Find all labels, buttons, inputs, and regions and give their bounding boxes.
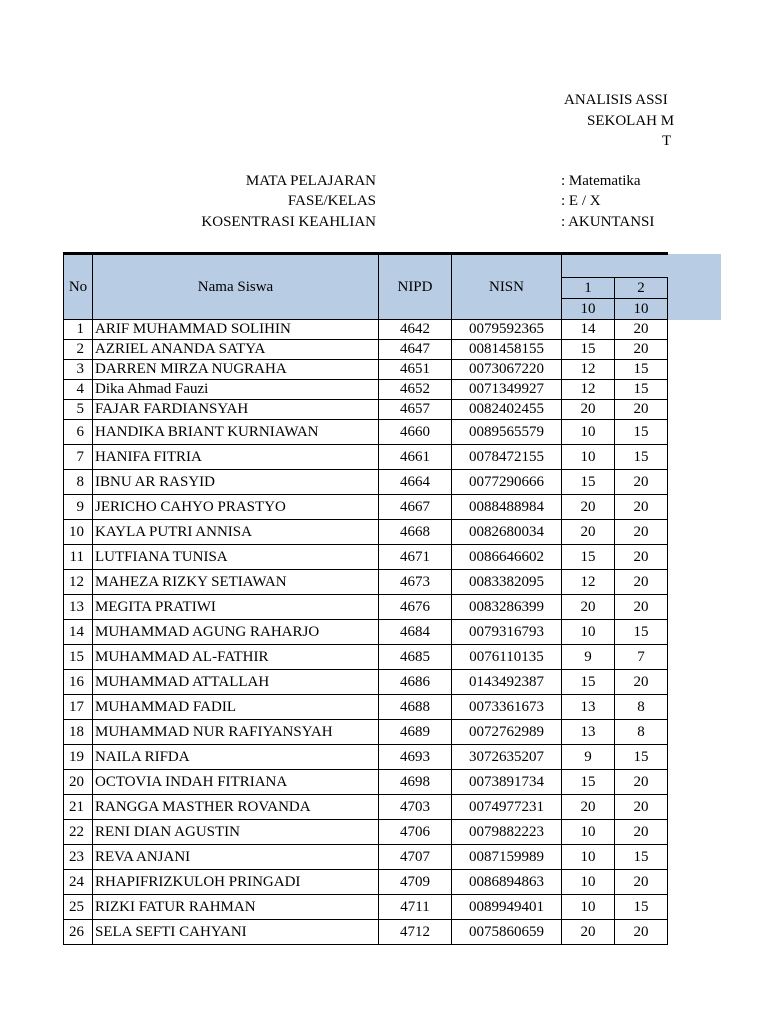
score-q1: 12 [562, 569, 615, 594]
student-nisn: 0086646602 [452, 544, 562, 569]
score-q1: 20 [562, 919, 615, 944]
row-number: 26 [64, 919, 93, 944]
score-q1: 13 [562, 719, 615, 744]
student-nisn: 0087159989 [452, 844, 562, 869]
score-q1: 12 [562, 359, 615, 379]
student-nipd: 4651 [379, 359, 452, 379]
score-q2: 8 [615, 694, 668, 719]
student-nipd: 4660 [379, 419, 452, 444]
student-nisn: 0072762989 [452, 719, 562, 744]
score-q2: 8 [615, 719, 668, 744]
student-nisn: 0089949401 [452, 894, 562, 919]
student-name: KAYLA PUTRI ANNISA [93, 519, 379, 544]
table-row [64, 619, 668, 644]
row-number: 24 [64, 869, 93, 894]
score-q1: 15 [562, 669, 615, 694]
table-row [64, 894, 668, 919]
table-row [64, 444, 668, 469]
student-nisn: 0074977231 [452, 794, 562, 819]
score-q2: 20 [615, 594, 668, 619]
table-row [64, 339, 668, 359]
score-q2: 20 [615, 319, 668, 339]
student-nipd: 4676 [379, 594, 452, 619]
score-q1: 10 [562, 619, 615, 644]
student-nisn: 0075860659 [452, 919, 562, 944]
student-nisn: 0071349927 [452, 379, 562, 399]
student-name: NAILA RIFDA [93, 744, 379, 769]
table-row [64, 359, 668, 379]
student-nisn: 0077290666 [452, 469, 562, 494]
table-row [64, 719, 668, 744]
class-label: FASE/KELAS [287, 193, 376, 209]
score-q1: 20 [562, 519, 615, 544]
row-number: 15 [64, 644, 93, 669]
score-q2: 20 [615, 919, 668, 944]
score-q2: 15 [615, 619, 668, 644]
score-q2: 15 [615, 444, 668, 469]
table-row [64, 794, 668, 819]
subject-label: MATA PELAJARAN [245, 173, 376, 189]
student-nisn: 0079316793 [452, 619, 562, 644]
row-number: 5 [64, 399, 93, 419]
report-title: ANALISIS ASSI [564, 92, 668, 108]
table-row [64, 919, 668, 944]
row-number: 22 [64, 819, 93, 844]
student-nisn: 0082680034 [452, 519, 562, 544]
row-number: 18 [64, 719, 93, 744]
col-nipd-header: NIPD [379, 255, 452, 320]
student-name: AZRIEL ANANDA SATYA [93, 339, 379, 359]
row-number: 20 [64, 769, 93, 794]
row-number: 2 [64, 339, 93, 359]
student-name: REVA ANJANI [93, 844, 379, 869]
table-row [64, 869, 668, 894]
score-q2: 15 [615, 744, 668, 769]
student-name: IBNU AR RASYID [93, 469, 379, 494]
score-q1: 10 [562, 894, 615, 919]
table-row [64, 844, 668, 869]
table-row [64, 669, 668, 694]
student-nipd: 4684 [379, 619, 452, 644]
row-number: 1 [64, 319, 93, 339]
score-q1: 15 [562, 339, 615, 359]
student-nisn: 0089565579 [452, 419, 562, 444]
student-nisn: 0076110135 [452, 644, 562, 669]
student-nisn: 0081458155 [452, 339, 562, 359]
score-q1: 20 [562, 494, 615, 519]
student-name: MEGITA PRATIWI [93, 594, 379, 619]
score-q1: 12 [562, 379, 615, 399]
student-nipd: 4642 [379, 319, 452, 339]
table-row [64, 744, 668, 769]
student-nipd: 4661 [379, 444, 452, 469]
student-nipd: 4685 [379, 644, 452, 669]
row-number: 19 [64, 744, 93, 769]
student-nisn: 0083286399 [452, 594, 562, 619]
question-1-label: 1 [562, 277, 615, 298]
student-nipd: 4712 [379, 919, 452, 944]
score-q2: 20 [615, 669, 668, 694]
student-name: MUHAMMAD ATTALLAH [93, 669, 379, 694]
score-q1: 10 [562, 444, 615, 469]
row-number: 12 [64, 569, 93, 594]
student-nipd: 4688 [379, 694, 452, 719]
student-nipd: 4698 [379, 769, 452, 794]
student-nipd: 4668 [379, 519, 452, 544]
score-q2: 15 [615, 379, 668, 399]
student-name: MUHAMMAD AGUNG RAHARJO [93, 619, 379, 644]
student-nipd: 4686 [379, 669, 452, 694]
student-nisn: 3072635207 [452, 744, 562, 769]
row-number: 9 [64, 494, 93, 519]
student-nipd: 4709 [379, 869, 452, 894]
student-name: RANGGA MASTHER ROVANDA [93, 794, 379, 819]
row-number: 16 [64, 669, 93, 694]
student-name: OCTOVIA INDAH FITRIANA [93, 769, 379, 794]
student-nipd: 4689 [379, 719, 452, 744]
score-q2: 20 [615, 544, 668, 569]
col-name-header: Nama Siswa [93, 255, 379, 320]
row-number: 17 [64, 694, 93, 719]
student-nisn: 0083382095 [452, 569, 562, 594]
student-nipd: 4664 [379, 469, 452, 494]
score-q2: 7 [615, 644, 668, 669]
student-nisn: 0078472155 [452, 444, 562, 469]
row-number: 11 [64, 544, 93, 569]
question-2-max: 10 [615, 298, 668, 319]
student-nipd: 4652 [379, 379, 452, 399]
student-nipd: 4673 [379, 569, 452, 594]
table-row [64, 644, 668, 669]
score-q2: 20 [615, 794, 668, 819]
score-q1: 15 [562, 769, 615, 794]
student-nisn: 0143492387 [452, 669, 562, 694]
score-q2: 20 [615, 399, 668, 419]
score-q1: 20 [562, 794, 615, 819]
question-1-max: 10 [562, 298, 615, 319]
student-name: LUTFIANA TUNISA [93, 544, 379, 569]
school-name: SEKOLAH M [587, 113, 675, 129]
score-q2: 15 [615, 419, 668, 444]
score-q2: 20 [615, 819, 668, 844]
major-value: : AKUNTANSI [561, 214, 655, 230]
table-row [64, 569, 668, 594]
row-number: 6 [64, 419, 93, 444]
student-nipd: 4667 [379, 494, 452, 519]
student-name: FAJAR FARDIANSYAH [93, 399, 379, 419]
student-name: RIZKI FATUR RAHMAN [93, 894, 379, 919]
table-row [64, 819, 668, 844]
row-number: 23 [64, 844, 93, 869]
student-nisn: 0082402455 [452, 399, 562, 419]
score-q2: 15 [615, 359, 668, 379]
table-row [64, 694, 668, 719]
student-nisn: 0079592365 [452, 319, 562, 339]
row-number: 10 [64, 519, 93, 544]
student-name: DARREN MIRZA NUGRAHA [93, 359, 379, 379]
score-q1: 9 [562, 644, 615, 669]
score-q2: 20 [615, 769, 668, 794]
row-number: 14 [64, 619, 93, 644]
student-nipd: 4707 [379, 844, 452, 869]
score-q2: 15 [615, 894, 668, 919]
score-q2: 20 [615, 494, 668, 519]
student-nipd: 4703 [379, 794, 452, 819]
major-label: KOSENTRASI KEAHLIAN [201, 214, 376, 230]
row-number: 3 [64, 359, 93, 379]
student-nisn: 0073067220 [452, 359, 562, 379]
student-name: ARIF MUHAMMAD SOLIHIN [93, 319, 379, 339]
row-number: 25 [64, 894, 93, 919]
score-q2: 20 [615, 469, 668, 494]
table-row [64, 544, 668, 569]
row-number: 4 [64, 379, 93, 399]
question-group-header [562, 255, 668, 278]
score-q1: 20 [562, 594, 615, 619]
row-number: 7 [64, 444, 93, 469]
student-name: RENI DIAN AGUSTIN [93, 819, 379, 844]
student-name: JERICHO CAHYO PRASTYO [93, 494, 379, 519]
score-q2: 15 [615, 844, 668, 869]
student-nipd: 4711 [379, 894, 452, 919]
table-row [64, 319, 668, 339]
student-name: SELA SEFTI CAHYANI [93, 919, 379, 944]
score-q2: 20 [615, 519, 668, 544]
row-number: 21 [64, 794, 93, 819]
table-row [64, 519, 668, 544]
student-nisn: 0079882223 [452, 819, 562, 844]
col-nisn-header: NISN [452, 255, 562, 320]
score-q1: 10 [562, 419, 615, 444]
score-q2: 20 [615, 869, 668, 894]
student-name: Dika Ahmad Fauzi [93, 379, 379, 399]
student-nisn: 0073361673 [452, 694, 562, 719]
score-q1: 9 [562, 744, 615, 769]
student-name: RHAPIFRIZKULOH PRINGADI [93, 869, 379, 894]
score-q1: 10 [562, 819, 615, 844]
row-number: 13 [64, 594, 93, 619]
score-q1: 15 [562, 544, 615, 569]
student-nipd: 4657 [379, 399, 452, 419]
student-name: MUHAMMAD AL-FATHIR [93, 644, 379, 669]
student-nisn: 0073891734 [452, 769, 562, 794]
score-q2: 20 [615, 569, 668, 594]
student-name: MUHAMMAD NUR RAFIYANSYAH [93, 719, 379, 744]
student-nipd: 4671 [379, 544, 452, 569]
table-row [64, 594, 668, 619]
header-top-border [63, 252, 668, 255]
score-q1: 10 [562, 869, 615, 894]
student-nisn: 0086894863 [452, 869, 562, 894]
table-row [64, 494, 668, 519]
table-row [64, 469, 668, 494]
table-row [64, 769, 668, 794]
subject-value: : Matematika [561, 173, 641, 189]
score-q1: 10 [562, 844, 615, 869]
score-q1: 20 [562, 399, 615, 419]
score-q1: 15 [562, 469, 615, 494]
student-name: MAHEZA RIZKY SETIAWAN [93, 569, 379, 594]
school-year: T [662, 133, 672, 149]
question-2-label: 2 [615, 277, 668, 298]
student-name: HANIFA FITRIA [93, 444, 379, 469]
score-table [63, 254, 668, 945]
col-no-header: No [64, 255, 93, 320]
student-nisn: 0088488984 [452, 494, 562, 519]
score-q2: 20 [615, 339, 668, 359]
class-value: : E / X [561, 193, 601, 209]
table-row [64, 419, 668, 444]
score-q1: 13 [562, 694, 615, 719]
table-row [64, 399, 668, 419]
student-name: MUHAMMAD FADIL [93, 694, 379, 719]
student-nipd: 4693 [379, 744, 452, 769]
score-q1: 14 [562, 319, 615, 339]
row-number: 8 [64, 469, 93, 494]
student-nipd: 4647 [379, 339, 452, 359]
student-name: HANDIKA BRIANT KURNIAWAN [93, 419, 379, 444]
table-row [64, 379, 668, 399]
student-nipd: 4706 [379, 819, 452, 844]
